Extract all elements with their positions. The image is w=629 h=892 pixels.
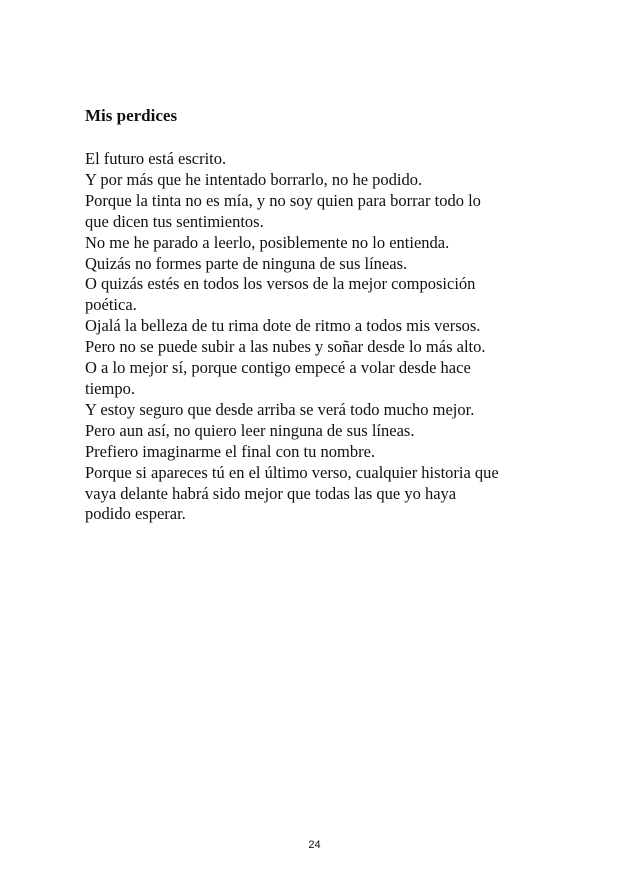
poem-line: O quizás estés en todos los versos de la mejor composición xyxy=(85,274,476,294)
poem-line: Porque la tinta no es mía, y no soy quien para borrar todo lo xyxy=(85,190,481,210)
page-number: 24 xyxy=(308,839,321,851)
poem-line: Quizás no formes parte de ninguna de sus líneas. xyxy=(85,253,408,273)
poem-line: vaya delante habrá sido mejor que todas las que yo haya xyxy=(85,483,457,503)
poem-line: El futuro está escrito. xyxy=(85,149,227,168)
poem-title: Mis perdices xyxy=(85,106,178,125)
poem-line: Pero aun así, no quiero leer ninguna de sus líneas. xyxy=(85,420,415,440)
poem-line: Pero no se puede subir a las nubes y soñar desde lo más alto. xyxy=(85,337,486,357)
poem-line: O a lo mejor sí, porque contigo empecé a volar desde hace xyxy=(85,358,471,378)
poem-line: Prefiero imaginarme el final con tu nombre. xyxy=(85,441,376,461)
poem-line: Y por más que he intentado borrarlo, no he podido. xyxy=(85,169,423,189)
poem-line: podido esperar. xyxy=(85,504,186,524)
poem-body xyxy=(85,149,545,525)
poem-line: que dicen tus sentimientos. xyxy=(85,211,264,231)
poem-line: Y estoy seguro que desde arriba se verá todo mucho mejor. xyxy=(85,399,475,419)
poem-line: poética. xyxy=(85,295,137,315)
poem-line: No me he parado a leerlo, posiblemente no lo entienda. xyxy=(85,232,450,252)
poem-line: Porque si apareces tú en el último verso, cualquier historia que xyxy=(85,462,499,482)
poem-line: Ojalá la belleza de tu rima dote de ritmo a todos mis versos. xyxy=(85,316,481,336)
poem-line: tiempo. xyxy=(85,378,135,398)
